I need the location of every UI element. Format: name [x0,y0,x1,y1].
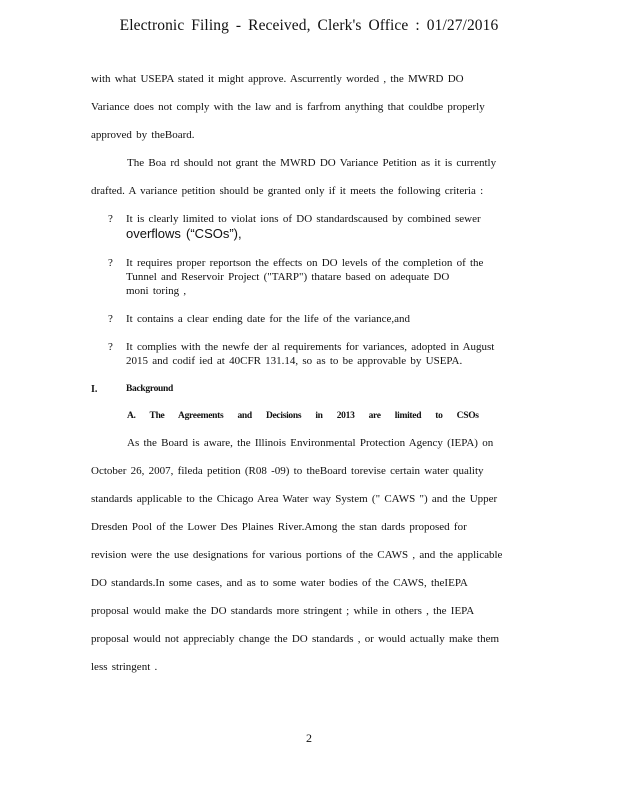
body-line: less stringent . [91,661,158,673]
bullet-mark: ? [108,313,113,325]
bullet-line: overflows (“CSOs”), [126,226,242,241]
section-number: I. [91,384,98,395]
bullet-line: Tunnel and Reservoir Project ("TARP") thatare based on adequate DO [126,271,450,283]
bullet-mark: ? [108,257,113,269]
bullet-mark: ? [108,213,113,225]
bullet-line: 2015 and codif ied at 40CFR 131.14, so as to be approvable by USEPA. [126,355,463,367]
section-title: Background [126,384,173,394]
filing-header: Electronic Filing - Received, Clerk's Office : 01/27/2016 [119,17,499,34]
body-line: October 26, 2007, fileda petition (R08 -09) to theBoard torevise certain water quality [91,465,484,477]
body-line: revision were the use designations for various portions of the CAWS , and the applicable [91,549,503,561]
body-line: Variance does not comply with the law and is farfrom anything that couldbe properly [91,101,485,113]
body-line: proposal would make the DO standards more stringent ; while in others , the IEPA [91,605,475,617]
subheading: A. The Agreements and Decisions in 2013 are limited to CSOs [127,411,479,421]
body-line: standards applicable to the Chicago Area Water way System (" CAWS ") and the Upper [91,493,498,505]
bullet-line: It complies with the newfe der al requirements for variances, adopted in August [126,341,495,353]
body-line: The Boa rd should not grant the MWRD DO Variance Petition as it is currently [127,157,497,169]
body-line: Dresden Pool of the Lower Des Plaines River.Among the stan dards proposed for [91,521,467,533]
body-line: proposal would not appreciably change the DO standards , or would actually make them [91,633,500,645]
bullet-line: It requires proper reportson the effects on DO levels of the completion of the [126,257,484,269]
body-line: As the Board is aware, the Illinois Environmental Protection Agency (IEPA) on [127,437,494,449]
bullet-line: moni toring , [126,285,187,297]
bullet-line: It contains a clear ending date for the life of the variance,and [126,313,411,325]
bullet-mark: ? [108,341,113,353]
bullet-line: It is clearly limited to violat ions of DO standardscaused by combined sewer [126,213,481,225]
page-number: 2 [306,731,312,745]
body-line: DO standards.In some cases, and as to some water bodies of the CAWS, theIEPA [91,577,468,589]
body-line: drafted. A variance petition should be granted only if it meets the following criteria : [91,185,484,197]
body-line: approved by theBoard. [91,129,195,141]
body-line: with what USEPA stated it might approve. Ascurrently worded , the MWRD DO [91,73,464,85]
